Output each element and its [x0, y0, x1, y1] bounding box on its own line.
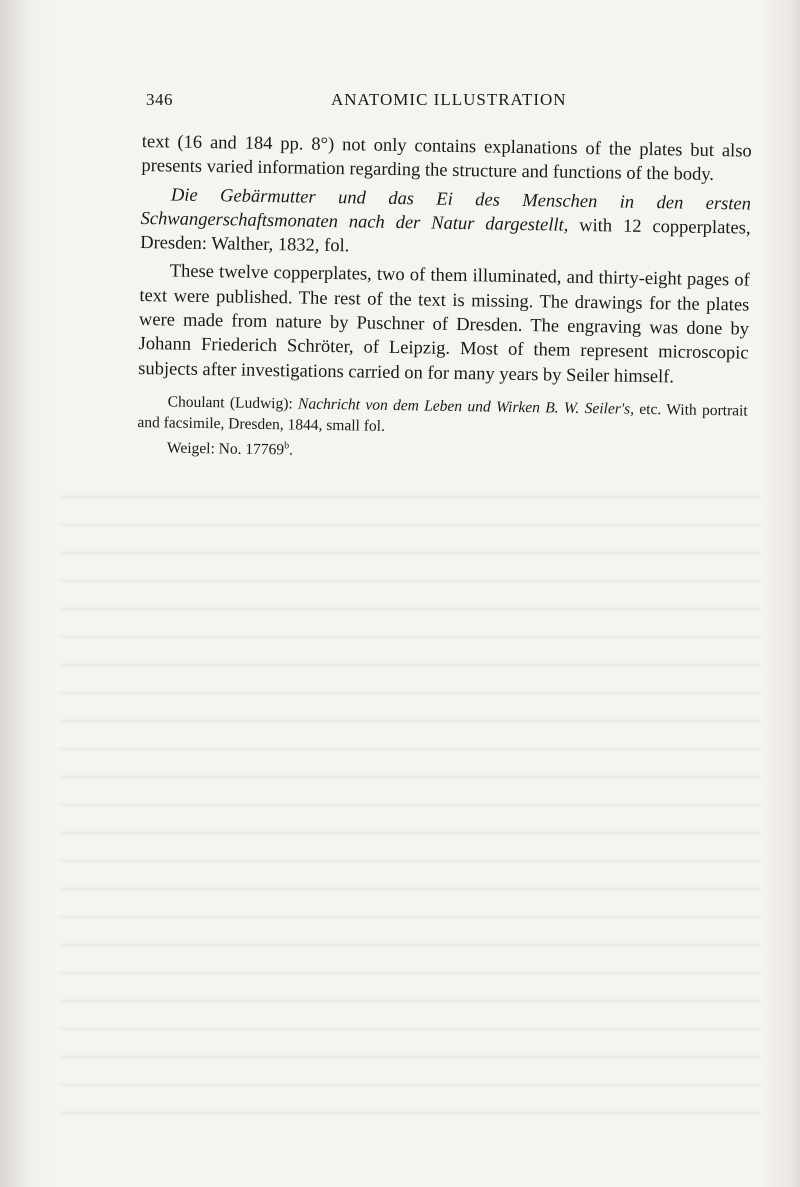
body-text [137, 130, 752, 468]
paragraph-2 [140, 183, 751, 265]
paragraph-2-rest: with 12 copperplates, Dresden: Walther, 1832, fol. [140, 215, 751, 257]
reference-weigel-period: . [288, 441, 294, 459]
page-header [146, 90, 746, 114]
book-title: Die Gebärmutter und das Ei des Menschen in den ersten Schwangerschaftsmonaten nach der Natur dargestellt, [140, 185, 752, 236]
reference-choulant-title: Nachricht von dem Leben und Wirken B. W. Seiler's, [297, 395, 635, 418]
reference-choulant-details: etc. With portrait and facsimile, Dresden, 1844, small fol. [137, 400, 748, 435]
page-number: 346 [146, 90, 173, 109]
reference-weigel-text: Weigel: No. 17769 [166, 439, 285, 459]
bleed-through-shadow [60, 470, 760, 1120]
reference-choulant-author: Choulant (Ludwig): [167, 393, 299, 413]
references [137, 391, 748, 468]
reference-weigel-superscript: b [284, 440, 290, 452]
running-head: ANATOMIC ILLUSTRATION [331, 90, 567, 109]
paragraph-3: These twelve copperplates, two of them illuminated, and thirty-eight pages of text were published. The rest of the text is missing. The drawings for the plates were made from nature by Puschner of Dresden. The engraving was done by Johann Friederich Schröter, of Leipzig. Most of them represent microscopic subjects after investigations carried on for many years by Seiler himself. [138, 261, 750, 388]
paragraph-1: text (16 and 184 pp. 8°) not only contains explanations of the plates but also presents varied information regarding the structure and functions of the body. [141, 131, 752, 186]
